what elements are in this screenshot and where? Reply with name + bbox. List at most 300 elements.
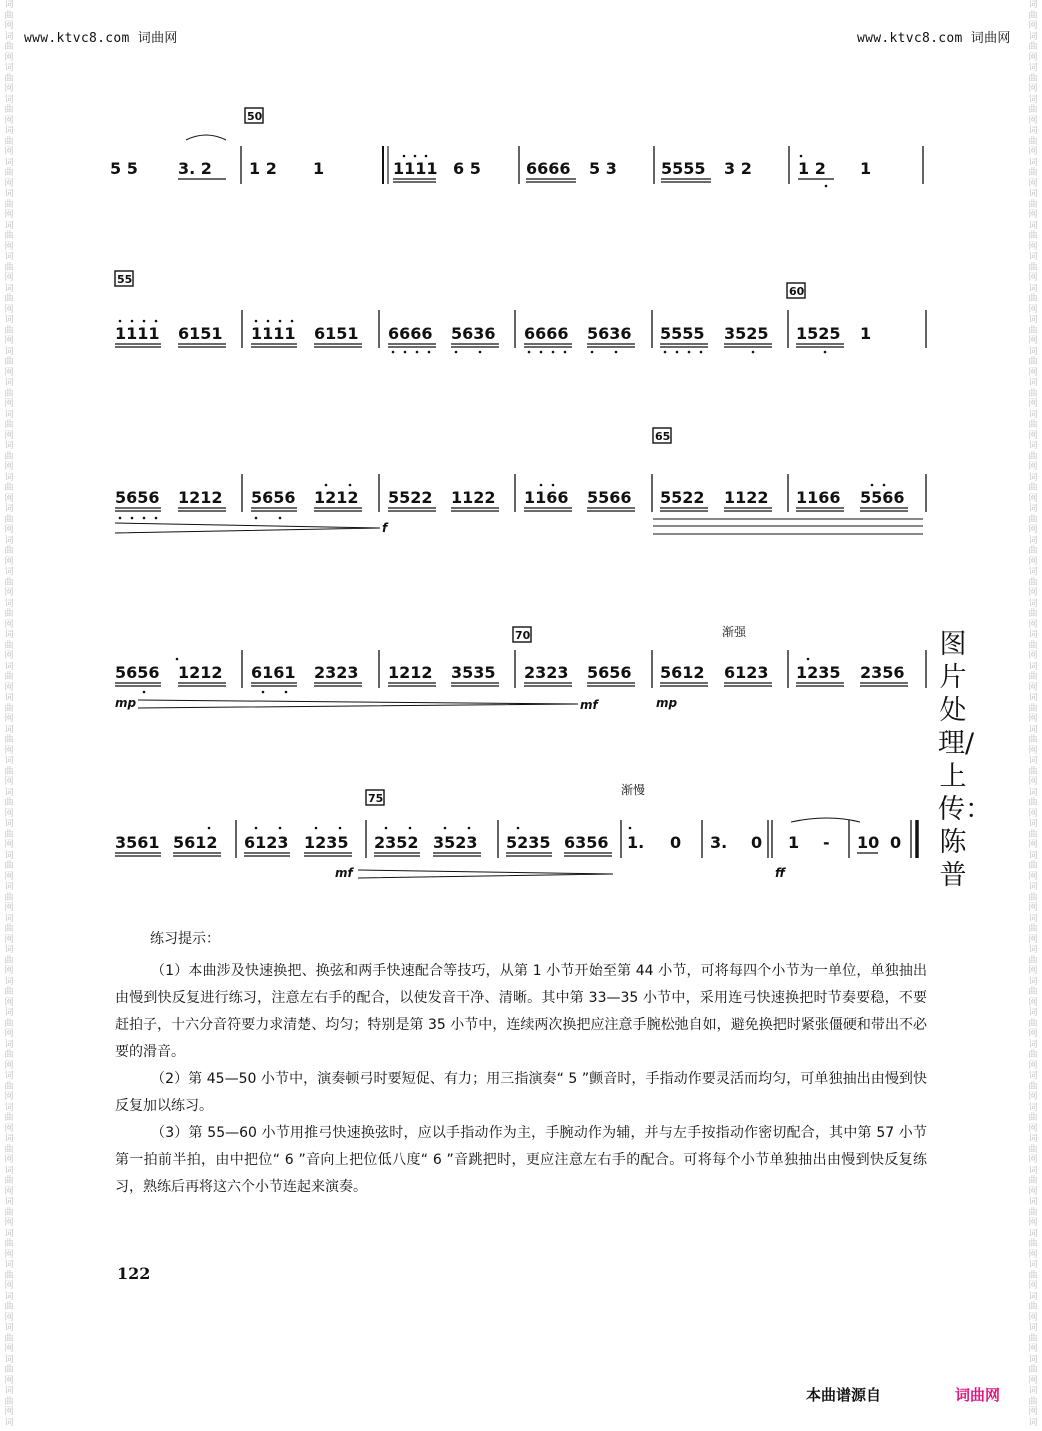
watermark-glyph: 曲: [1028, 388, 1038, 399]
watermark-glyph: 词: [1028, 441, 1038, 451]
watermark-glyph: 网: [4, 1249, 14, 1260]
watermark-glyph: 网: [4, 745, 14, 756]
watermark-glyph: 词: [4, 409, 14, 420]
header-site-left: 词曲网: [137, 31, 178, 46]
watermark-glyph: 网: [1028, 241, 1038, 252]
watermark-glyph: 网: [1028, 619, 1038, 630]
watermark-glyph: 词: [4, 693, 14, 703]
watermark-glyph: 曲: [4, 357, 14, 367]
watermark-glyph: 网: [4, 651, 14, 661]
watermark-glyph: 曲: [1028, 1207, 1038, 1218]
watermark-glyph: 词: [1028, 504, 1038, 514]
watermark-glyph: 词: [4, 126, 14, 136]
watermark-glyph: 网: [1028, 115, 1038, 126]
score-system-1-svg: [108, 100, 934, 210]
watermark-glyph: 网: [4, 808, 14, 819]
tip-paragraph-2: （2）第 45—50 小节中，演奏顿弓时要短促、有力；用三指演奏“ 5 ”颤音时，手指动作要灵活而均匀，可单独抽出由慢到快反复加以练习。: [115, 1071, 927, 1114]
note-group: 5656: [115, 663, 160, 682]
watermark-glyph: 网: [4, 1375, 14, 1386]
watermark-glyph: 曲: [1028, 42, 1038, 52]
watermark-glyph: 网: [4, 367, 14, 378]
note-group: 6666: [524, 324, 569, 343]
watermark-glyph: 曲: [4, 231, 14, 241]
note-group: 6123: [724, 663, 769, 682]
score-system-3: [108, 428, 934, 548]
watermark-glyph: 网: [1028, 336, 1038, 346]
watermark-glyph: 曲: [4, 798, 14, 808]
dynamic-marking[interactable]: mf: [335, 866, 353, 880]
watermark-glyph: 曲: [1028, 325, 1038, 336]
watermark-glyph: 词: [4, 567, 14, 577]
watermark-glyph: 词: [1028, 1354, 1038, 1365]
watermark-glyph: 网: [4, 1155, 14, 1165]
source-site-link[interactable]: 词曲网: [955, 1386, 1001, 1404]
watermark-glyph: 词: [4, 315, 14, 325]
watermark-glyph: 曲: [4, 1113, 14, 1123]
note-group: 6 5: [453, 159, 481, 178]
watermark-glyph: 曲: [4, 105, 14, 115]
score-system-4-svg: [108, 615, 934, 725]
watermark-glyph: 曲: [1028, 105, 1038, 115]
watermark-glyph: 词: [1028, 94, 1038, 105]
watermark-glyph: 网: [1028, 588, 1038, 598]
watermark-glyph: 曲: [1028, 136, 1038, 147]
watermark-glyph: 曲: [1028, 420, 1038, 430]
watermark-glyph: 网: [1028, 745, 1038, 756]
measure-box-75: [366, 790, 384, 805]
note-group: 6356: [564, 833, 609, 852]
note-group: 5522: [388, 488, 433, 507]
ritardando-marking: 渐慢: [621, 783, 646, 797]
watermark-glyph: 曲: [4, 577, 14, 588]
watermark-glyph: 词: [1028, 315, 1038, 325]
watermark-glyph: 词: [4, 1323, 14, 1333]
watermark-glyph: 网: [4, 903, 14, 913]
watermark-glyph: 曲: [4, 640, 14, 651]
watermark-glyph: 曲: [1028, 703, 1038, 714]
left-watermark-strip: [0, 0, 18, 1431]
page-number: 122: [117, 1264, 151, 1283]
watermark-glyph: 网: [4, 1281, 14, 1291]
watermark-glyph: 曲: [4, 1270, 14, 1281]
watermark-glyph: 词: [4, 0, 14, 10]
watermark-glyph: 曲: [1028, 1144, 1038, 1155]
score-system-5: [108, 778, 934, 888]
watermark-glyph: 词: [4, 346, 14, 357]
watermark-glyph: 词: [1028, 1008, 1038, 1018]
watermark-glyph: 曲: [1028, 357, 1038, 367]
measure-number-60: 60: [789, 285, 805, 298]
note-group: 6151: [314, 324, 359, 343]
watermark-glyph: 曲: [1028, 798, 1038, 808]
watermark-glyph: 词: [4, 1071, 14, 1081]
note-group: 6161: [251, 663, 296, 682]
note-group: 5555: [661, 159, 706, 178]
tip-paragraph-1: （1）本曲涉及快速换把、换弦和两手快速配合等技巧，从第 1 小节开始至第 44 小节，可将每四个小节为一单位，单独抽出由慢到快反复进行练习，注意左右手的配合，以使发音干净、清晰。其中第 33—35 小节中，采用连弓快速换把时节奏要稳，不要赶拍子，十六分音符要力求清楚、均匀；特别是第 35 小节中，连续两次换把应注意手腕松弛自如，避免换把时紧张僵硬和带出不必要的滑音。: [115, 963, 927, 1060]
watermark-glyph: 曲: [1028, 1113, 1038, 1123]
watermark-glyph: 曲: [1028, 1270, 1038, 1281]
watermark-glyph: 词: [1028, 913, 1038, 924]
note-group: 1122: [451, 488, 496, 507]
watermark-glyph: 词: [4, 598, 14, 609]
watermark-glyph: 曲: [4, 388, 14, 399]
watermark-glyph: 曲: [4, 892, 14, 903]
note-group: 5235: [506, 833, 551, 852]
watermark-glyph: 词: [4, 1260, 14, 1270]
notes-heading: 练习提示：: [150, 931, 220, 947]
watermark-glyph: 网: [1028, 934, 1038, 945]
watermark-glyph: 词: [1028, 882, 1038, 892]
watermark-glyph: 词: [4, 819, 14, 829]
watermark-glyph: 曲: [4, 262, 14, 273]
watermark-glyph: 曲: [1028, 1018, 1038, 1029]
watermark-glyph: 网: [4, 1312, 14, 1323]
note-group: 5612: [660, 663, 705, 682]
watermark-glyph: 网: [4, 682, 14, 693]
note-group: 2352: [374, 833, 419, 852]
header-site-right: 词曲网: [970, 31, 1011, 46]
note-group: 5636: [451, 324, 496, 343]
watermark-glyph: 曲: [4, 1396, 14, 1407]
watermark-glyph: 词: [1028, 724, 1038, 735]
watermark-glyph: 网: [1028, 966, 1038, 976]
watermark-glyph: 曲: [1028, 1050, 1038, 1060]
watermark-glyph: 曲: [1028, 640, 1038, 651]
watermark-glyph: 词: [4, 756, 14, 766]
watermark-glyph: 曲: [4, 829, 14, 840]
watermark-glyph: 曲: [4, 325, 14, 336]
watermark-glyph: 网: [4, 52, 14, 63]
watermark-glyph: 词: [4, 1102, 14, 1113]
watermark-glyph: 词: [1028, 220, 1038, 231]
watermark-glyph: 曲: [4, 1302, 14, 1312]
watermark-glyph: 词: [4, 472, 14, 483]
note-group: 2323: [524, 663, 569, 682]
note-group: 1525: [796, 324, 841, 343]
watermark-glyph: 曲: [4, 1144, 14, 1155]
watermark-glyph: 网: [1028, 493, 1038, 504]
watermark-glyph: 词: [1028, 0, 1038, 10]
watermark-glyph: 词: [1028, 819, 1038, 829]
watermark-glyph: 网: [4, 966, 14, 976]
header-url-left[interactable]: [24, 27, 178, 46]
watermark-glyph: 词: [4, 252, 14, 262]
watermark-glyph: 曲: [4, 451, 14, 462]
watermark-glyph: 词: [4, 661, 14, 672]
watermark-glyph: 词: [4, 787, 14, 798]
watermark-glyph: 网: [4, 399, 14, 409]
watermark-glyph: 网: [4, 273, 14, 283]
watermark-glyph: 词: [1028, 1071, 1038, 1081]
watermark-glyph: 网: [1028, 210, 1038, 220]
watermark-glyph: 词: [4, 504, 14, 514]
watermark-glyph: 词: [1028, 126, 1038, 136]
watermark-glyph: 网: [4, 556, 14, 567]
watermark-glyph: 网: [4, 430, 14, 441]
watermark-glyph: 网: [4, 1029, 14, 1039]
watermark-glyph: 词: [4, 1417, 14, 1428]
watermark-glyph: 网: [1028, 399, 1038, 409]
watermark-glyph: 网: [4, 1407, 14, 1417]
watermark-glyph: 词: [1028, 976, 1038, 987]
watermark-glyph: 网: [1028, 1407, 1038, 1417]
note-group: 0: [890, 833, 902, 852]
watermark-glyph: 网: [4, 714, 14, 724]
watermark-glyph: 网: [1028, 462, 1038, 472]
watermark-glyph: 词: [4, 378, 14, 388]
watermark-glyph: 词: [1028, 157, 1038, 168]
watermark-glyph: 曲: [1028, 1302, 1038, 1312]
watermark-glyph: 曲: [1028, 892, 1038, 903]
note-group: 5636: [587, 324, 632, 343]
watermark-glyph: 曲: [1028, 766, 1038, 777]
watermark-glyph: 网: [4, 210, 14, 220]
watermark-glyph: 曲: [1028, 231, 1038, 241]
measure-number-55: 55: [117, 273, 133, 286]
watermark-glyph: 网: [1028, 21, 1038, 31]
watermark-glyph: 网: [4, 871, 14, 882]
note-group: 6151: [178, 324, 223, 343]
watermark-glyph: 词: [4, 535, 14, 546]
watermark-glyph: 曲: [1028, 262, 1038, 273]
watermark-glyph: 词: [1028, 1386, 1038, 1396]
watermark-glyph: 词: [1028, 63, 1038, 73]
watermark-glyph: 词: [1028, 1291, 1038, 1302]
watermark-glyph: 词: [4, 1291, 14, 1302]
watermark-glyph: 曲: [1028, 1365, 1038, 1375]
watermark-glyph: 词: [1028, 252, 1038, 262]
score-system-3-svg: [108, 428, 934, 548]
watermark-glyph: 词: [1028, 283, 1038, 294]
watermark-glyph: 网: [4, 21, 14, 31]
watermark-glyph: 曲: [1028, 514, 1038, 525]
crescendo-marking: 渐强: [722, 625, 747, 639]
watermark-glyph: 词: [4, 94, 14, 105]
note-group: 3.: [710, 833, 728, 852]
measure-number-70: 70: [515, 629, 531, 642]
note-group: -: [823, 833, 830, 852]
watermark-glyph: 词: [4, 1228, 14, 1239]
watermark-glyph: 网: [4, 1218, 14, 1228]
watermark-glyph: 曲: [4, 546, 14, 556]
watermark-glyph: 网: [4, 178, 14, 189]
watermark-glyph: 网: [1028, 178, 1038, 189]
watermark-glyph: 曲: [4, 766, 14, 777]
watermark-glyph: 曲: [4, 483, 14, 493]
note-group: 5 3: [589, 159, 617, 178]
watermark-glyph: 曲: [4, 199, 14, 210]
measure-box-65: [653, 428, 671, 443]
watermark-glyph: 网: [1028, 1344, 1038, 1354]
watermark-glyph: 网: [1028, 871, 1038, 882]
watermark-glyph: 词: [1028, 535, 1038, 546]
watermark-glyph: 网: [4, 619, 14, 630]
watermark-glyph: 词: [4, 63, 14, 73]
watermark-glyph: 网: [4, 1344, 14, 1354]
score-system-1: [108, 100, 934, 210]
watermark-glyph: 曲: [1028, 451, 1038, 462]
note-group: 5656: [251, 488, 296, 507]
watermark-glyph: 网: [1028, 1249, 1038, 1260]
watermark-glyph: 词: [1028, 346, 1038, 357]
watermark-glyph: 词: [4, 850, 14, 861]
header-url-right-text: www.ktvc8.com: [857, 31, 963, 46]
note-group: 5656: [587, 663, 632, 682]
watermark-glyph: 曲: [1028, 861, 1038, 871]
watermark-glyph: 网: [1028, 714, 1038, 724]
watermark-glyph: 曲: [4, 1239, 14, 1249]
watermark-glyph: 网: [4, 840, 14, 850]
watermark-glyph: 曲: [1028, 1333, 1038, 1344]
note-group: 1166: [796, 488, 841, 507]
right-watermark-strip: [1024, 0, 1042, 1431]
watermark-glyph: 曲: [4, 609, 14, 619]
note-group: 3 2: [724, 159, 752, 178]
watermark-glyph: 曲: [1028, 829, 1038, 840]
watermark-glyph: 曲: [4, 136, 14, 147]
watermark-glyph: 词: [4, 913, 14, 924]
note-group: 6666: [388, 324, 433, 343]
watermark-glyph: 网: [1028, 1092, 1038, 1102]
watermark-glyph: 曲: [1028, 199, 1038, 210]
watermark-glyph: 网: [1028, 1218, 1038, 1228]
watermark-glyph: 曲: [1028, 483, 1038, 493]
watermark-glyph: 曲: [4, 1365, 14, 1375]
watermark-glyph: 词: [1028, 1165, 1038, 1176]
note-group: 1: [313, 159, 325, 178]
watermark-glyph: 词: [4, 724, 14, 735]
watermark-glyph: 曲: [4, 735, 14, 745]
watermark-glyph: 网: [4, 934, 14, 945]
watermark-glyph: 网: [4, 1092, 14, 1102]
note-group: 3525: [724, 324, 769, 343]
note-group: 1: [860, 324, 872, 343]
header-url-left-text: www.ktvc8.com: [24, 31, 130, 46]
watermark-glyph: 曲: [1028, 672, 1038, 682]
watermark-glyph: 曲: [4, 10, 14, 21]
note-group: 0: [670, 833, 682, 852]
watermark-glyph: 网: [1028, 525, 1038, 535]
watermark-glyph: 词: [1028, 1102, 1038, 1113]
note-group: 5656: [115, 488, 160, 507]
watermark-glyph: 网: [1028, 367, 1038, 378]
watermark-glyph: 词: [1028, 1039, 1038, 1050]
note-group: 1212: [178, 663, 223, 682]
watermark-glyph: 网: [1028, 808, 1038, 819]
watermark-glyph: 网: [1028, 147, 1038, 157]
watermark-glyph: 网: [1028, 1029, 1038, 1039]
watermark-glyph: 词: [4, 441, 14, 451]
score-system-5-svg: [108, 778, 934, 888]
watermark-glyph: 曲: [4, 73, 14, 84]
dynamic-marking: mp: [656, 696, 678, 710]
watermark-glyph: 曲: [1028, 10, 1038, 21]
note-group: 5566: [587, 488, 632, 507]
watermark-glyph: 曲: [1028, 168, 1038, 178]
watermark-glyph: 网: [4, 1123, 14, 1134]
watermark-glyph: 词: [1028, 693, 1038, 703]
score-system-4: [108, 615, 934, 725]
note-group: 1111: [393, 159, 438, 178]
dynamic-marking: f: [382, 521, 388, 535]
vertical-credit: 图片处理/上传：陈普: [938, 629, 992, 891]
watermark-glyph: 网: [4, 1186, 14, 1197]
watermark-glyph: 网: [1028, 1281, 1038, 1291]
header-url-right[interactable]: [857, 27, 1011, 46]
watermark-glyph: 网: [1028, 1123, 1038, 1134]
measure-box-55: [115, 271, 133, 286]
watermark-glyph: 曲: [4, 420, 14, 430]
watermark-glyph: 词: [4, 630, 14, 640]
measure-box-70: [513, 627, 531, 642]
watermark-glyph: 词: [1028, 945, 1038, 955]
watermark-glyph: 网: [1028, 651, 1038, 661]
watermark-glyph: 网: [1028, 304, 1038, 315]
watermark-glyph: 词: [1028, 1323, 1038, 1333]
note-group: 10: [857, 833, 880, 852]
watermark-glyph: 词: [1028, 472, 1038, 483]
watermark-glyph: 词: [1028, 598, 1038, 609]
watermark-glyph: 网: [4, 462, 14, 472]
note-group: 5522: [660, 488, 705, 507]
watermark-glyph: 词: [4, 1039, 14, 1050]
measure-box-50: [245, 108, 263, 123]
watermark-glyph: 词: [4, 945, 14, 955]
watermark-glyph: 网: [4, 115, 14, 126]
watermark-glyph: 词: [1028, 1417, 1038, 1428]
watermark-glyph: 曲: [4, 703, 14, 714]
watermark-glyph: 词: [1028, 661, 1038, 672]
note-group: 1235: [304, 833, 349, 852]
note-group: 5566: [860, 488, 905, 507]
watermark-glyph: 曲: [4, 1207, 14, 1218]
watermark-glyph: 词: [1028, 1134, 1038, 1144]
watermark-glyph: 网: [4, 777, 14, 787]
watermark-glyph: 网: [1028, 682, 1038, 693]
watermark-glyph: 网: [1028, 1186, 1038, 1197]
watermark-glyph: 网: [4, 336, 14, 346]
measure-number-50: 50: [247, 110, 263, 123]
note-group: 1.: [627, 833, 645, 852]
watermark-glyph: 曲: [4, 1018, 14, 1029]
watermark-glyph: 词: [4, 220, 14, 231]
watermark-glyph: 词: [1028, 787, 1038, 798]
note-group: 3535: [451, 663, 496, 682]
note-group: 1 2: [798, 159, 826, 178]
note-group: 1212: [178, 488, 223, 507]
watermark-glyph: 词: [4, 1165, 14, 1176]
watermark-glyph: 网: [4, 84, 14, 94]
watermark-glyph: 词: [1028, 189, 1038, 199]
note-group: 5555: [660, 324, 705, 343]
note-group: 1212: [388, 663, 433, 682]
watermark-glyph: 曲: [1028, 1396, 1038, 1407]
note-group: 1212: [314, 488, 359, 507]
note-group: 5612: [173, 833, 218, 852]
watermark-glyph: 曲: [4, 168, 14, 178]
note-group: 1: [860, 159, 872, 178]
watermark-glyph: 网: [1028, 1375, 1038, 1386]
watermark-glyph: 词: [1028, 378, 1038, 388]
watermark-glyph: 曲: [1028, 73, 1038, 84]
watermark-glyph: 曲: [4, 42, 14, 52]
watermark-glyph: 曲: [4, 1081, 14, 1092]
watermark-glyph: 词: [4, 1197, 14, 1207]
note-group: 1235: [796, 663, 841, 682]
dynamic-marking: ff: [775, 866, 785, 880]
watermark-glyph: 曲: [1028, 987, 1038, 997]
watermark-glyph: 词: [1028, 31, 1038, 42]
